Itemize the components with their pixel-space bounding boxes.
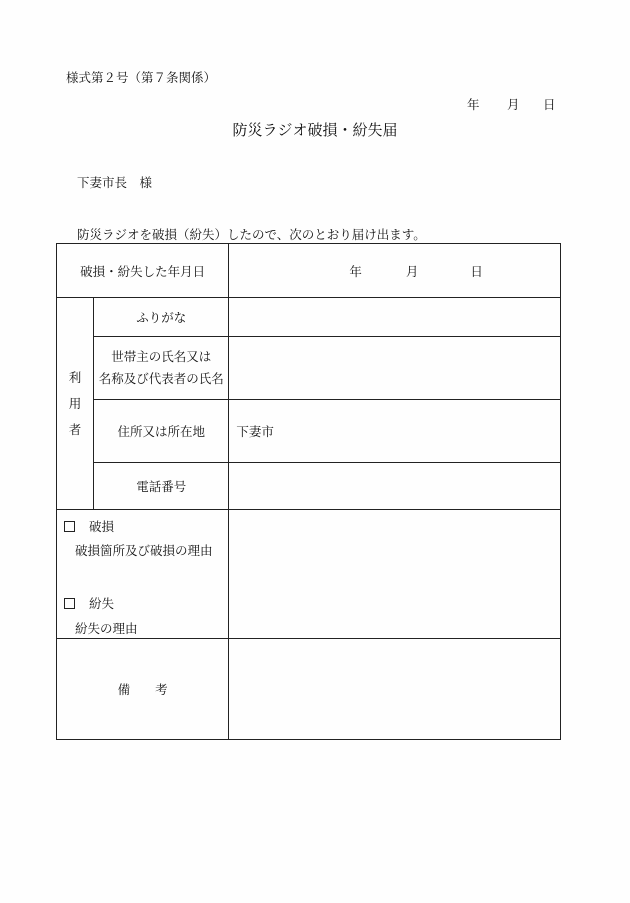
user-group-char-1: 利 — [68, 369, 82, 385]
damage-date-month: 月 — [405, 263, 419, 279]
damage-date-label: 破損・紛失した年月日 — [57, 244, 229, 298]
name-label-line-2: 名称及び代表者の氏名 — [98, 371, 224, 386]
damage-date-row — [57, 244, 561, 298]
date-year-label: 年 — [467, 97, 480, 112]
furigana-row — [57, 298, 561, 337]
damage-checkbox[interactable] — [64, 521, 75, 532]
phone-row — [57, 463, 561, 510]
reason-label-cell — [57, 510, 229, 639]
date-month-label: 月 — [507, 97, 520, 112]
user-group-char-2: 用 — [68, 395, 82, 411]
furigana-field[interactable] — [229, 298, 561, 337]
damage-option[interactable] — [64, 517, 114, 535]
loss-reason-label: 紛失の理由 — [75, 621, 138, 636]
furigana-label: ふりがな — [94, 298, 229, 337]
phone-field[interactable] — [229, 463, 561, 510]
damage-checkbox-label: 破損 — [89, 519, 115, 534]
name-row — [57, 337, 561, 400]
name-label-line-1: 世帯主の氏名又は — [111, 349, 212, 364]
damage-reason-label: 破損箇所及び破損の理由 — [75, 543, 213, 558]
report-form-table — [56, 243, 561, 740]
intro-text: 防災ラジオを破損（紛失）したので、次のとおり届け出ます。 — [77, 227, 426, 242]
user-group-label — [57, 298, 94, 510]
name-label — [94, 337, 229, 400]
damage-date-day: 日 — [470, 263, 483, 279]
damage-date-field[interactable] — [229, 244, 561, 298]
address-field[interactable]: 下妻市 — [229, 400, 561, 463]
loss-option[interactable] — [64, 594, 114, 612]
remarks-row — [57, 639, 561, 740]
phone-label: 電話番号 — [94, 463, 229, 510]
loss-checkbox[interactable] — [64, 598, 75, 609]
addressee: 下妻市長 様 — [77, 175, 153, 190]
reason-row — [57, 510, 561, 639]
remarks-label: 備 考 — [57, 639, 229, 740]
page-title: 防災ラジオ破損・紛失届 — [232, 121, 398, 139]
address-row — [57, 400, 561, 463]
user-group-char-3: 者 — [68, 421, 82, 437]
submission-date — [0, 95, 630, 111]
address-label: 住所又は所在地 — [94, 400, 229, 463]
reason-field[interactable] — [229, 510, 561, 639]
loss-checkbox-label: 紛失 — [89, 596, 115, 611]
remarks-field[interactable] — [229, 639, 561, 740]
damage-date-year: 年 — [349, 263, 362, 279]
name-field[interactable] — [229, 337, 561, 400]
date-day-label: 日 — [543, 97, 556, 112]
form-number: 様式第２号（第７条関係） — [66, 70, 217, 85]
